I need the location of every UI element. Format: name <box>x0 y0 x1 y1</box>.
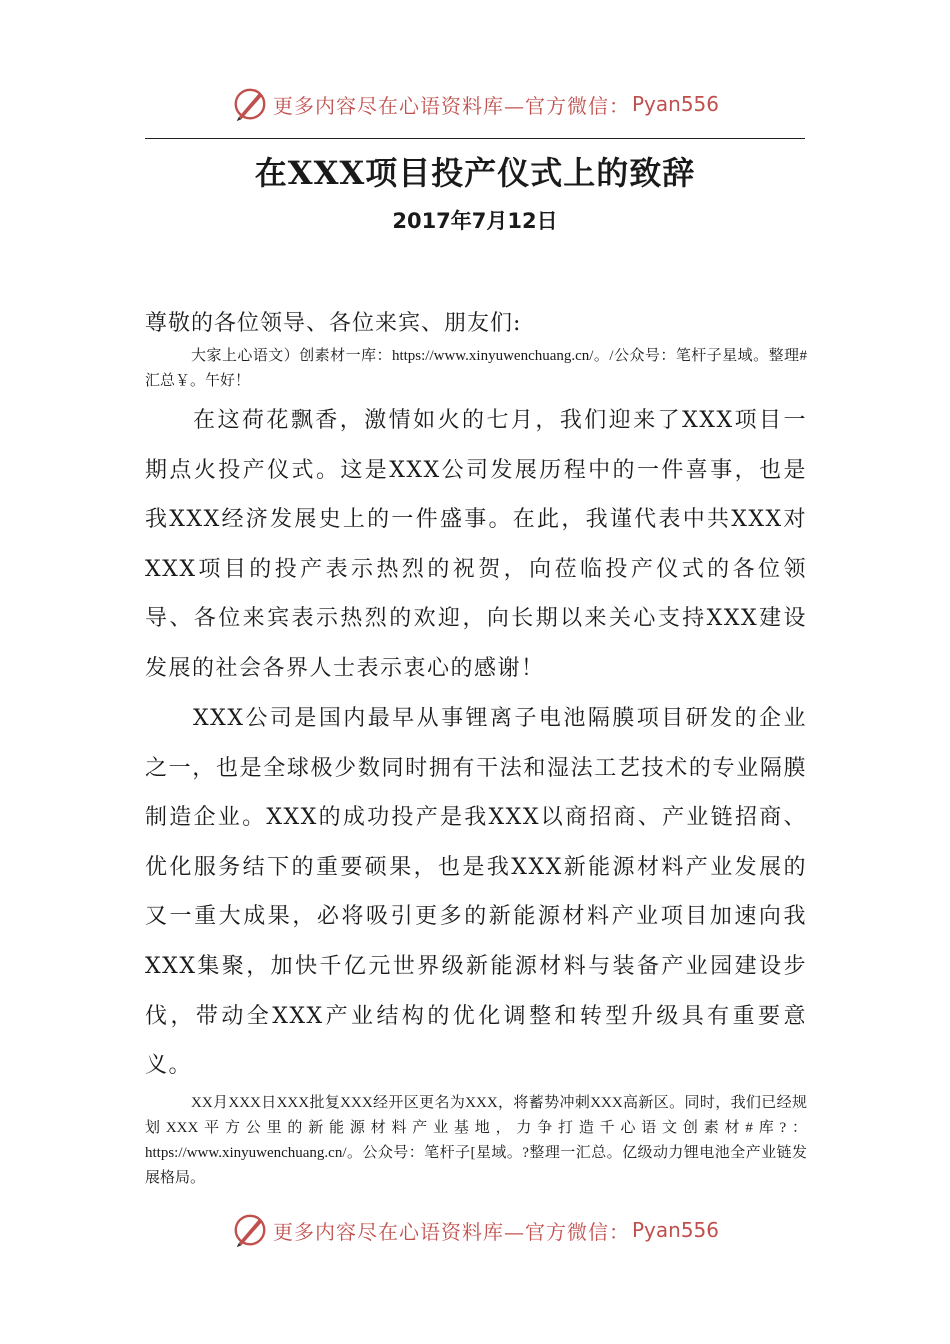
pen-logo-icon <box>231 1211 269 1249</box>
banner-wechat-id: Pyan556 <box>631 1218 719 1242</box>
footer-banner <box>0 1208 950 1252</box>
pen-logo-icon <box>231 85 269 123</box>
inserted-note-2: XX月XXX日XXX批复XXX经开区更名为XXX，将蓄势冲刺XXX高新区。同时，我们已经规划XXX平方公里的新能源材料产业基地，力争打造千心语文创素材#库?：https://www.xinyuwenchuang.cn/。公众号：笔杆子[星域。?整理一汇总。亿级动力锂电池全产业链发展格局。 <box>145 1095 807 1186</box>
body-paragraph-2: XXX公司是国内最早从事锂离子电池隔膜项目研发的企业之一，也是全球极少数同时拥有干法和湿法工艺技术的专业隔膜制造企业。XXX的成功投产是我XXX以商招商、产业链招商、优化服务结下的重要硕果，也是我XXX新能源材料产业发展的又一重大成果，必将吸引更多的新能源材料产业项目加速向我XXX集聚，加快千亿元世界级新能源材料与装备产业园建设步伐，带动全XXX产业结构的优化调整和转型升级具有重要意义。 <box>145 706 807 1079</box>
banner-text: 更多内容尽在心语资料库—官方微信： <box>272 93 630 118</box>
greeting: 尊敬的各位领导、各位来宾、朋友们: <box>145 311 522 336</box>
header-divider <box>145 138 805 139</box>
inserted-note-1: 大家上心语文）创素材一库：https://www.xinyuwenchuang.cn/。/公众号：笔杆子星域。整理#汇总￥。午好！ <box>145 348 807 389</box>
document-date: 2017年7月12日 <box>392 209 558 233</box>
header-banner <box>0 82 950 126</box>
body-paragraph-1: 在这荷花飘香，激情如火的七月，我们迎来了XXX项目一期点火投产仪式。这是XXX公司发展历程中的一件喜事，也是我XXX经济发展史上的一件盛事。在此，我谨代表中共XXX对XXX项目的投产表示热烈的祝贺，向莅临投产仪式的各位领导、各位来宾表示热烈的欢迎，向长期以来关心支持XXX建设发展的社会各界人士表示衷心的感谢！ <box>145 408 807 681</box>
banner-text: 更多内容尽在心语资料库—官方微信： <box>272 1219 630 1244</box>
document-title: 在XXX项目投产仪式上的致辞 <box>254 154 696 192</box>
banner-wechat-id: Pyan556 <box>631 92 719 116</box>
